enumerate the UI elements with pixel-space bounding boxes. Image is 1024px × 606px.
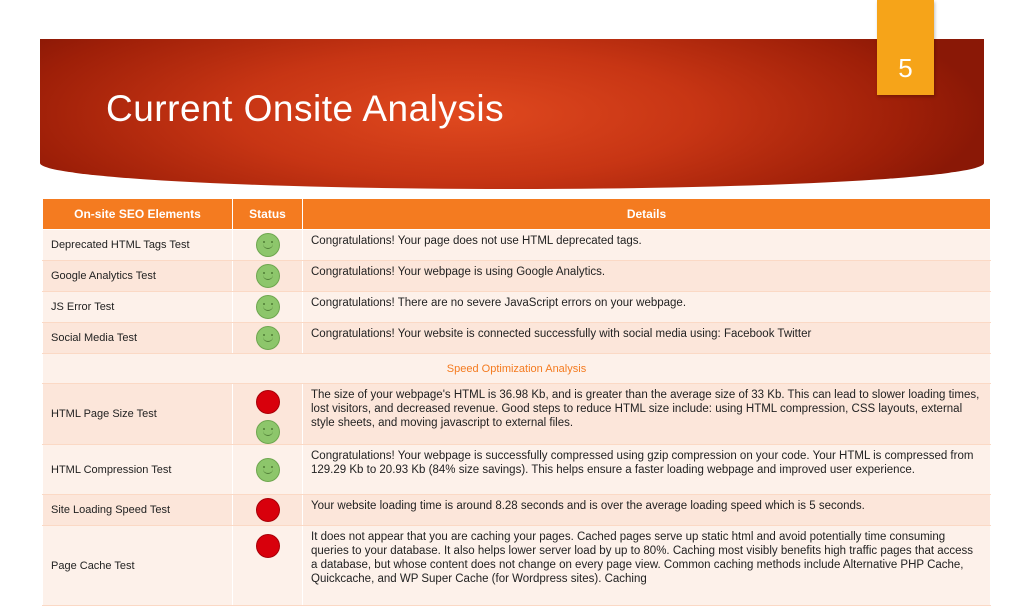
slide-title: Current Onsite Analysis xyxy=(106,88,505,129)
smiley-face-icon xyxy=(256,326,280,350)
row-element: HTML Page Size Test xyxy=(43,384,233,445)
table-header-row xyxy=(43,199,991,230)
row-element: Google Analytics Test xyxy=(43,261,233,292)
row-element: HTML Compression Test xyxy=(43,445,233,495)
row-element: Deprecated HTML Tags Test xyxy=(43,230,233,261)
row-details: Congratulations! There are no severe JavaScript errors on your webpage. xyxy=(303,292,991,323)
table-row xyxy=(43,261,991,292)
row-status xyxy=(233,230,303,261)
section-row xyxy=(43,354,991,384)
table-row xyxy=(43,445,991,495)
row-details: Congratulations! Your webpage is using Google Analytics. xyxy=(303,261,991,292)
smiley-face-icon xyxy=(256,420,280,444)
header-details: Details xyxy=(303,199,991,230)
row-details: Congratulations! Your webpage is successfully compressed using gzip compression on your code. Your HTML is compressed from 129.29 Kb to 20.93 Kb (84% size savings). This helps ensure a faster loading webpage and improved user experience. xyxy=(303,445,991,495)
smiley-face-icon xyxy=(256,295,280,319)
row-details: Congratulations! Your page does not use HTML deprecated tags. xyxy=(303,230,991,261)
row-details: It does not appear that you are caching your pages. Cached pages serve up static html and avoid potentially time consuming queries to your database. It also helps lower server load by up to 80%. Caching most visibly benefits high traffic pages that access a database, but whose content does not change on every page view. Common caching methods include Alternative PHP Cache, Quickcache, and WP Super Cache (for Wordpress sites). Caching xyxy=(303,526,991,606)
seo-analysis-table xyxy=(42,198,991,606)
row-status xyxy=(233,323,303,354)
red-circle-icon xyxy=(256,390,280,414)
row-status xyxy=(233,526,303,606)
row-status xyxy=(233,495,303,526)
row-element: Site Loading Speed Test xyxy=(43,495,233,526)
red-circle-icon xyxy=(256,534,280,558)
table-row xyxy=(43,323,991,354)
table-row xyxy=(43,495,991,526)
table-row xyxy=(43,230,991,261)
page-number: 5 xyxy=(898,53,913,83)
table-row xyxy=(43,384,991,445)
smiley-face-icon xyxy=(256,233,280,257)
header-elements: On-site SEO Elements xyxy=(43,199,233,230)
row-status xyxy=(233,445,303,495)
row-details: Your website loading time is around 8.28 seconds and is over the average loading speed which is 5 seconds. xyxy=(303,495,991,526)
row-element: Social Media Test xyxy=(43,323,233,354)
header-status: Status xyxy=(233,199,303,230)
smiley-face-icon xyxy=(256,458,280,482)
row-element: JS Error Test xyxy=(43,292,233,323)
row-details: Congratulations! Your website is connected successfully with social media using: Facebook Twitter xyxy=(303,323,991,354)
page-number-tab xyxy=(877,0,934,95)
row-status xyxy=(233,292,303,323)
red-circle-icon xyxy=(256,498,280,522)
row-details: The size of your webpage's HTML is 36.98 Kb, and is greater than the average size of 33 Kb. This can lead to slower loading times, lost visitors, and decreased revenue. Good steps to reduce HTML size include: using HTML compression, CSS layouts, external style sheets, and moving javascript to external files. xyxy=(303,384,991,445)
section-label: Speed Optimization Analysis xyxy=(43,354,991,384)
row-status xyxy=(233,384,303,445)
row-status xyxy=(233,261,303,292)
table-row xyxy=(43,526,991,606)
table-row xyxy=(43,292,991,323)
row-element: Page Cache Test xyxy=(43,526,233,606)
smiley-face-icon xyxy=(256,264,280,288)
